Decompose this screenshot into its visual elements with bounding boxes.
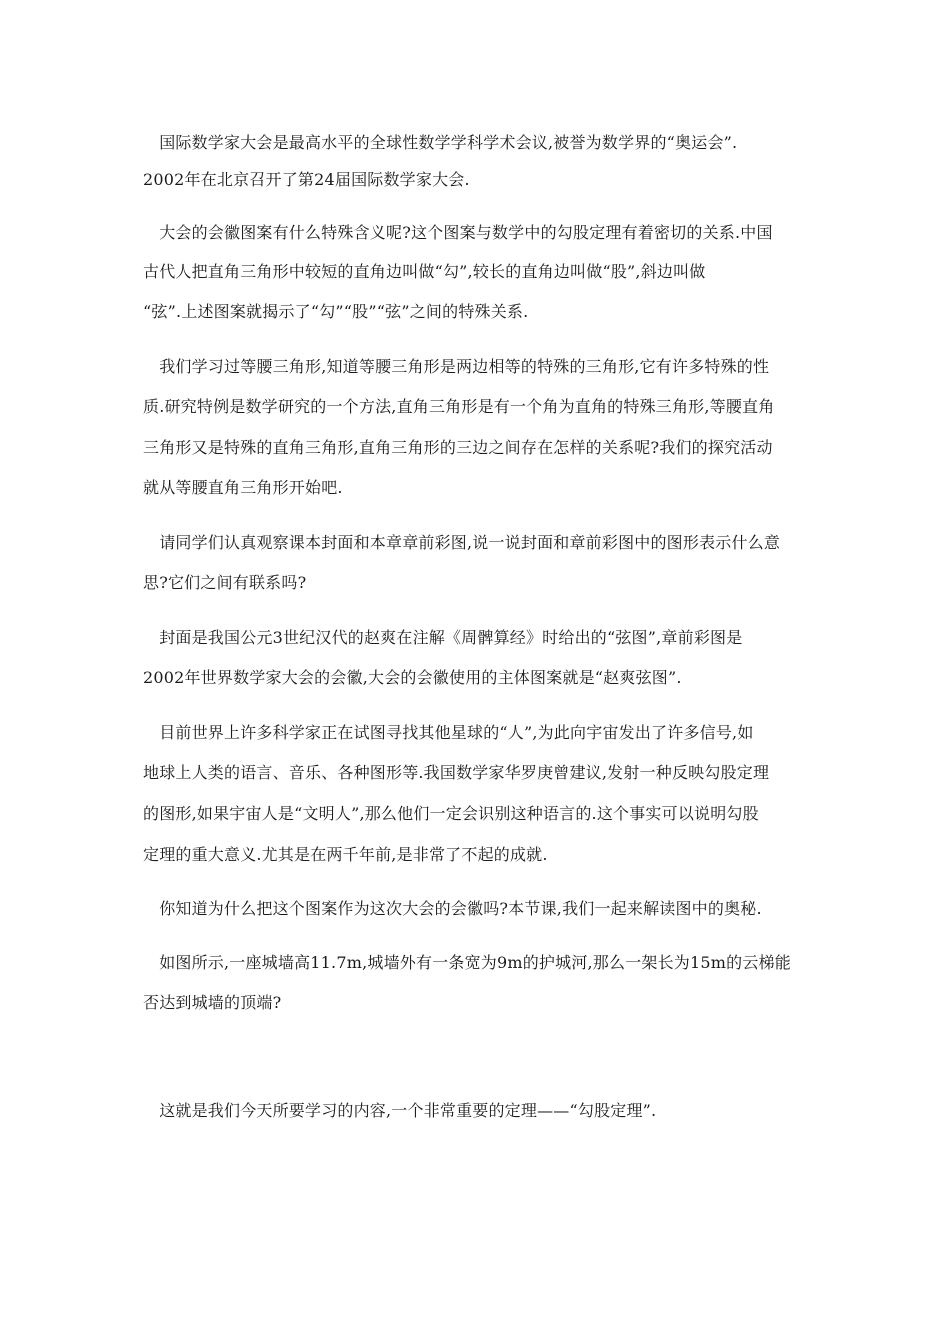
paragraph-3-line-4: 就从等腰直角三角形开始吧. — [143, 478, 343, 497]
paragraph-6-line-3: 的图形,如果宇宙人是“文明人”,那么他们一定会识别这种语言的.这个事实可以说明勾股 — [143, 804, 759, 823]
paragraph-8-line-2: 否达到城墙的顶端? — [143, 993, 282, 1012]
paragraph-1-line-2: 2002年在北京召开了第24届国际数学家大会. — [143, 170, 470, 189]
paragraph-6-line-4: 定理的重大意义.尤其是在两千年前,是非常了不起的成就. — [143, 845, 548, 864]
paragraph-3-line-2: 质.研究特例是数学研究的一个方法,直角三角形是有一个角为直角的特殊三角形,等腰直角 — [143, 397, 775, 416]
paragraph-3-line-1: 我们学习过等腰三角形,知道等腰三角形是两边相等的特殊的三角形,它有许多特殊的性 — [143, 357, 770, 376]
paragraph-6-line-1: 目前世界上许多科学家正在试图寻找其他星球的“人”,为此向宇宙发出了许多信号,如 — [143, 723, 754, 742]
paragraph-4-line-1: 请同学们认真观察课本封面和本章章前彩图,说一说封面和章前彩图中的图形表示什么意 — [143, 533, 781, 552]
paragraph-2-line-2: 古代人把直角三角形中较短的直角边叫做“勾”,较长的直角边叫做“股”,斜边叫做 — [143, 262, 706, 281]
paragraph-4-line-2: 思?它们之间有联系吗? — [143, 573, 307, 592]
paragraph-5-line-1: 封面是我国公元3世纪汉代的赵爽在注解《周髀算经》时给出的“弦图”,章前彩图是 — [143, 628, 743, 647]
paragraph-1-line-1: 国际数学家大会是最高水平的全球性数学学科学术会议,被誉为数学界的“奥运会”. — [143, 133, 738, 152]
paragraph-5-line-2: 2002年世界数学家大会的会徽,大会的会徽使用的主体图案就是“赵爽弦图”. — [143, 668, 682, 687]
paragraph-3-line-3: 三角形又是特殊的直角三角形,直角三角形的三边之间存在怎样的关系呢?我们的探究活动 — [143, 438, 773, 457]
paragraph-6-line-2: 地球上人类的语言、音乐、各种图形等.我国数学家华罗庚曾建议,发射一种反映勾股定理 — [143, 763, 770, 782]
paragraph-7-line-1: 你知道为什么把这个图案作为这次大会的会徽吗?本节课,我们一起来解读图中的奥秘. — [143, 899, 762, 918]
paragraph-2-line-1: 大会的会徽图案有什么特殊含义呢?这个图案与数学中的勾股定理有着密切的关系.中国 — [143, 223, 773, 242]
paragraph-2-line-3: “弦”.上述图案就揭示了“勾”“股”“弦”之间的特殊关系. — [143, 302, 529, 321]
paragraph-9-line-1: 这就是我们今天所要学习的内容,一个非常重要的定理——“勾股定理”. — [143, 1101, 657, 1120]
paragraph-8-line-1: 如图所示,一座城墙高11.7m,城墙外有一条宽为9m的护城河,那么一架长为15m的云梯能 — [143, 953, 791, 972]
